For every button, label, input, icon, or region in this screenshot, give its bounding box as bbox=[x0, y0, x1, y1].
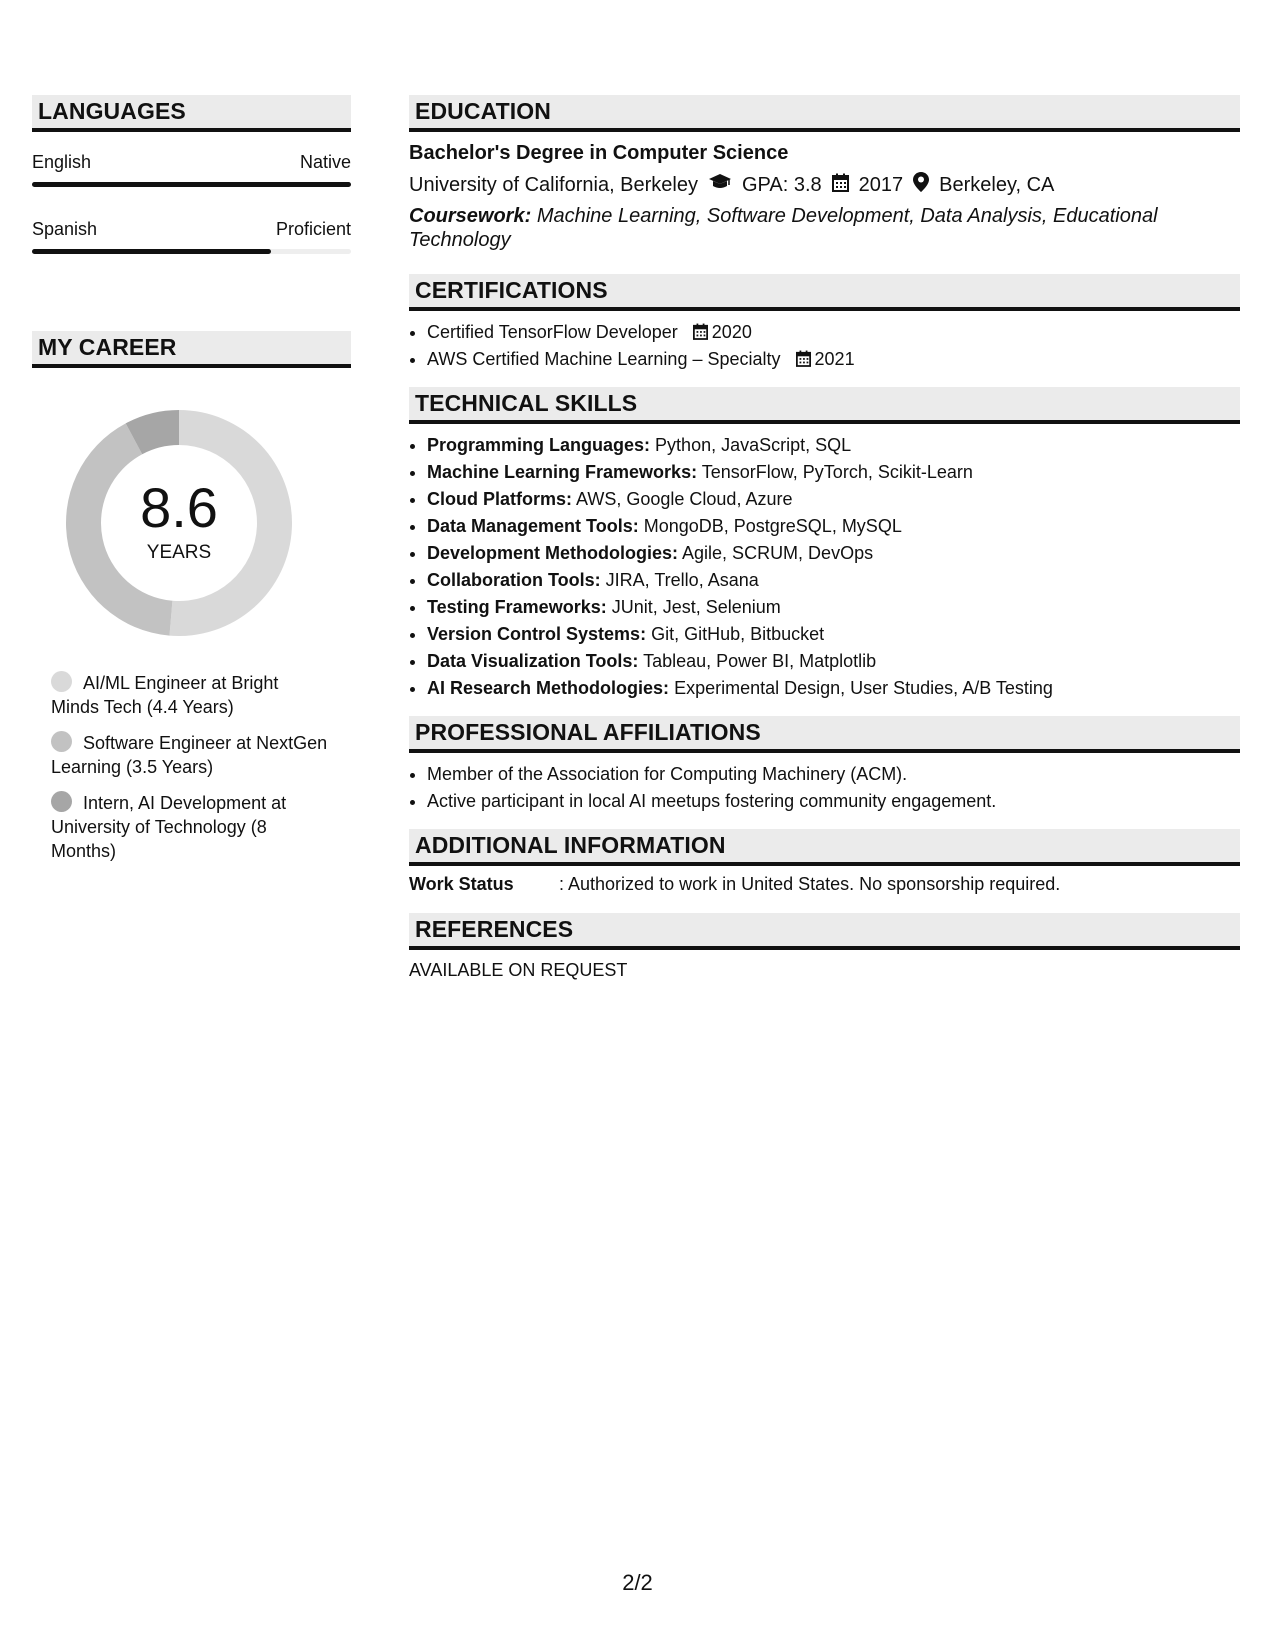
skill-label: Testing Frameworks: bbox=[427, 597, 607, 617]
certification-year: 2020 bbox=[711, 322, 752, 342]
career-total-value: 8.6 bbox=[140, 476, 218, 539]
skill-value: Agile, SCRUM, DevOps bbox=[682, 543, 874, 563]
map-pin-icon bbox=[913, 172, 929, 198]
language-item bbox=[32, 152, 351, 187]
skill-value: AWS, Google Cloud, Azure bbox=[576, 489, 793, 509]
certification-name: AWS Certified Machine Learning – Specialty bbox=[427, 349, 781, 369]
references-text: AVAILABLE ON REQUEST bbox=[409, 960, 628, 980]
education-school: University of California, Berkeley bbox=[409, 173, 698, 196]
coursework-text: Machine Learning, Software Development, Data Analysis, Educational Technology bbox=[409, 205, 1158, 251]
legend-dot bbox=[51, 791, 72, 812]
skills-header: TECHNICAL SKILLS bbox=[409, 387, 1240, 424]
skill-label: Programming Languages: bbox=[427, 435, 651, 455]
certification-item bbox=[427, 319, 1240, 346]
affiliations-list bbox=[409, 761, 1240, 815]
work-status-row bbox=[409, 874, 1240, 895]
skill-item bbox=[427, 486, 1240, 513]
skills-list bbox=[409, 432, 1240, 702]
skill-label: Data Visualization Tools: bbox=[427, 651, 639, 671]
skill-item bbox=[427, 648, 1240, 675]
skill-value: Tableau, Power BI, Matplotlib bbox=[643, 651, 877, 671]
skill-item bbox=[427, 540, 1240, 567]
education-year: 2017 bbox=[858, 173, 904, 196]
career-legend bbox=[51, 671, 331, 863]
language-level: Native bbox=[299, 152, 351, 172]
skill-value: Git, GitHub, Bitbucket bbox=[651, 624, 825, 644]
language-name: Spanish bbox=[32, 219, 98, 239]
certification-item bbox=[427, 346, 1240, 373]
work-status-label: Work Status bbox=[409, 874, 514, 894]
left-column bbox=[32, 95, 351, 875]
skill-item bbox=[427, 513, 1240, 540]
language-proficiency-bar bbox=[32, 249, 351, 254]
career-legend-item bbox=[51, 671, 331, 719]
skill-label: Machine Learning Frameworks: bbox=[427, 462, 698, 482]
career-legend-label: Intern, AI Development at University of Technology (8 Months) bbox=[51, 793, 287, 861]
skill-label: Collaboration Tools: bbox=[427, 570, 601, 590]
additional-info-header: ADDITIONAL INFORMATION bbox=[409, 829, 1240, 866]
page-number: 2/2 bbox=[622, 1570, 653, 1595]
education-degree: Bachelor's Degree in Computer Science bbox=[409, 142, 789, 164]
language-proficiency-fill bbox=[32, 182, 351, 187]
skill-label: Development Methodologies: bbox=[427, 543, 679, 563]
calendar-icon bbox=[693, 322, 712, 342]
work-status-value: : Authorized to work in United States. No sponsorship required. bbox=[559, 874, 1061, 894]
skill-item bbox=[427, 594, 1240, 621]
skill-value: Python, JavaScript, SQL bbox=[655, 435, 852, 455]
language-item bbox=[32, 219, 351, 254]
calendar-icon bbox=[832, 173, 849, 198]
legend-dot bbox=[51, 671, 72, 692]
skill-value: Experimental Design, User Studies, A/B Testing bbox=[674, 678, 1053, 698]
references-header: REFERENCES bbox=[409, 913, 1240, 950]
education-gpa: GPA: 3.8 bbox=[742, 173, 822, 196]
skill-item bbox=[427, 621, 1240, 648]
career-legend-label: Software Engineer at NextGen Learning (3.5 Years) bbox=[51, 733, 328, 777]
right-column bbox=[409, 95, 1240, 981]
affiliation-item: • Active participant in local AI meetups fostering community engagement. bbox=[427, 788, 1240, 815]
skill-label: AI Research Methodologies: bbox=[427, 678, 670, 698]
career-legend-label: AI/ML Engineer at Bright Minds Tech (4.4 Years) bbox=[51, 673, 279, 717]
skill-item bbox=[427, 432, 1240, 459]
certification-name: Certified TensorFlow Developer bbox=[427, 322, 678, 342]
certifications-header: CERTIFICATIONS bbox=[409, 274, 1240, 311]
skill-item bbox=[427, 675, 1240, 702]
education-coursework bbox=[409, 204, 1240, 252]
languages-header: LANGUAGES bbox=[32, 95, 351, 132]
career-legend-item bbox=[51, 731, 331, 779]
education-details bbox=[409, 172, 1240, 198]
skill-value: TensorFlow, PyTorch, Scikit-Learn bbox=[701, 462, 973, 482]
education-header: EDUCATION bbox=[409, 95, 1240, 132]
calendar-icon bbox=[796, 349, 815, 369]
career-header: MY CAREER bbox=[32, 331, 351, 368]
graduation-cap-icon bbox=[708, 173, 732, 197]
career-legend-item bbox=[51, 791, 331, 863]
affiliations-header: PROFESSIONAL AFFILIATIONS bbox=[409, 716, 1240, 753]
certification-year: 2021 bbox=[814, 349, 855, 369]
skill-label: Version Control Systems: bbox=[427, 624, 647, 644]
skill-value: JIRA, Trello, Asana bbox=[605, 570, 759, 590]
coursework-label: Coursework: bbox=[409, 205, 532, 227]
certifications-list bbox=[409, 319, 1240, 373]
skill-label: Data Management Tools: bbox=[427, 516, 639, 536]
education-location: Berkeley, CA bbox=[939, 173, 1055, 196]
skill-value: MongoDB, PostgreSQL, MySQL bbox=[643, 516, 902, 536]
career-total-unit: YEARS bbox=[146, 542, 212, 563]
career-donut-chart bbox=[66, 410, 292, 636]
legend-dot bbox=[51, 731, 72, 752]
skill-item bbox=[427, 567, 1240, 594]
skill-item bbox=[427, 459, 1240, 486]
language-name: English bbox=[32, 152, 92, 172]
skill-value: JUnit, Jest, Selenium bbox=[611, 597, 781, 617]
language-proficiency-fill bbox=[32, 249, 271, 254]
skill-label: Cloud Platforms: bbox=[427, 489, 573, 509]
language-level: Proficient bbox=[275, 219, 351, 239]
language-proficiency-bar bbox=[32, 182, 351, 187]
affiliation-item: • Member of the Association for Computing Machinery (ACM). bbox=[427, 761, 1240, 788]
